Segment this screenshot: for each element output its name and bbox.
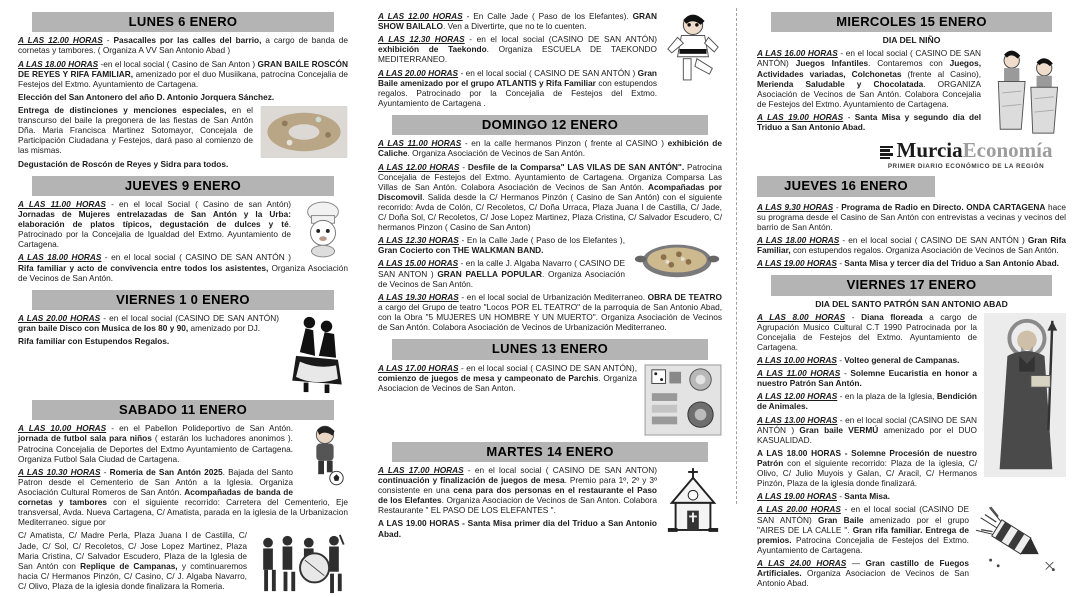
event-time: A LAS 12.00 HORAS bbox=[378, 161, 460, 172]
event-text: GRAN BAILE ROSCÓN DE REYES Y RIFA FAMILIAR, bbox=[18, 58, 348, 79]
event-text: . Salida desde la C/ Hermanos Pinzón ( Casino de San Antón) con el siguiente recorrido: Avda de Colón, C/ Recoletos, C/ Doña Urraca, Plaza Juana I de Castilla, C/ Jade, C/ Doña Sol, C/ Recoletos, C/ Jose Lopez Martinez, Plaza Cristina, C/ Salvador Escudero, C/ hermanos Pinzon ( Casino de San Anton) bbox=[378, 191, 722, 233]
event-text: GRAN PAELLA POPULAR bbox=[437, 268, 542, 279]
event-text: - bbox=[102, 35, 114, 46]
event-text: con el siguiente recorrido: Plaza de la iglesia, C/ Olivo, C/ Julio Muyois y Galan, C/ Aracil, C/ Hermanos Pinzón, Plaza de la iglesia donde finalizará. bbox=[757, 457, 977, 489]
event-text: Gran Cocierto con THE WALKMAN BAND. bbox=[378, 245, 544, 256]
event-entry bbox=[18, 105, 348, 156]
roscon-image bbox=[260, 106, 348, 158]
event-text: cena para dos personas en el restaurante el Paso de los Elefantes bbox=[378, 485, 658, 506]
event-text: . Ven a Divertirte, que no te lo cuenten. bbox=[443, 21, 587, 32]
event-time: A LAS 24.00 HORAS bbox=[757, 557, 847, 568]
section-sabado-11-enero bbox=[18, 396, 348, 597]
event-text: GRAN SHOW BAILALO bbox=[378, 11, 658, 32]
games-image bbox=[644, 364, 722, 436]
event-text: - en el local social ( CASINO DE SAN ANTON) bbox=[463, 464, 657, 475]
saint-image bbox=[984, 313, 1066, 477]
section-header: SABADO 11 ENERO bbox=[32, 400, 334, 420]
band-image bbox=[254, 531, 348, 595]
event-time: A LAS 13.00 HORAS bbox=[757, 414, 838, 425]
section-viernes-17-enero bbox=[757, 271, 1066, 591]
event-text: en el transcurso del baile la pregonera de las fiestas de San Antón Dña. Maria Francisca Martinez Sotomayor, Concejala de Participación Ciudadana y Festejos, dará paso al comienzo de las mismas. bbox=[18, 104, 254, 156]
event-text: Gran Baile bbox=[818, 514, 864, 525]
event-entry bbox=[757, 504, 1066, 555]
event-text: - en el local social (CASINO DE SAN ANTÓN ) bbox=[757, 414, 978, 435]
event-text: amenizado por el DUO KASUALIDAD. bbox=[757, 424, 977, 445]
event-text: Santa Misa y segundo dia del Triduo a San Antonio Abad. bbox=[757, 111, 982, 133]
church-image bbox=[664, 466, 722, 534]
event-text: - en el local Social ( Casino de san Antón) bbox=[105, 198, 291, 209]
event-text: amenizado por el duo Musiikana, patrocina Concejalia de Festejos del Extmo. Ayuntamiento de Cartagena. bbox=[18, 68, 348, 89]
event-time: A LAS 19.00 HORAS bbox=[757, 491, 837, 502]
event-text: - bbox=[843, 111, 855, 122]
event-time: A LAS 20.00 HORAS bbox=[378, 67, 459, 78]
section-header: LUNES 13 ENERO bbox=[392, 339, 708, 359]
event-entry bbox=[18, 530, 348, 591]
event-text: - bbox=[836, 354, 845, 365]
event-text: con el siguiente recorrido: Carretera del Cementerio, Eje transversal, Avda. Nueva Cartagena, C/ Amatista, parada en la iglesia de la Urbanizacion Mediterraneo. sigue por bbox=[18, 497, 348, 528]
event-text: Pasacalles por las calles del barrio, bbox=[113, 35, 262, 46]
event-time: A LAS 19.00 HORAS bbox=[757, 111, 844, 122]
event-text: . Organiza ESCUELA DE TAEKONDO MEDITERRANEO. bbox=[378, 44, 657, 65]
event-text: - bbox=[833, 201, 842, 212]
event-text: - En Calle Jade ( Paso de los Elefantes). bbox=[462, 11, 633, 21]
event-text: - en el local social ( CASINO DE SAN ANTÓN), bbox=[458, 362, 637, 373]
event-entry bbox=[757, 48, 1066, 109]
soccer-image bbox=[300, 424, 348, 486]
event-entry bbox=[757, 491, 1066, 501]
event-text: Desfile de la Comparsa" LAS VILAS DE SAN ANTÓN". bbox=[467, 161, 685, 172]
logo-economia-text: Economía bbox=[962, 138, 1053, 163]
event-entry bbox=[18, 467, 348, 528]
logo-tagline: PRIMER DIARIO ECONÓMICO DE LA REGIÓN bbox=[887, 163, 1045, 171]
event-text: . Contaremos con bbox=[868, 58, 950, 69]
murcia-economia-logo bbox=[866, 140, 1066, 170]
event-text: Rifa familiar y acto de convivencia entre todos los asistentes, bbox=[18, 262, 269, 273]
event-text: hace su programa desde el Casino de San Antón con entrevistas a vecinas y vecinos del barrio de San Antón. bbox=[757, 201, 1067, 232]
event-text: Gran castillo de Fuegos Artificiales. bbox=[757, 557, 969, 579]
logo-wordmark bbox=[866, 140, 1066, 161]
event-time: A LAS 10.00 HORAS bbox=[18, 423, 107, 434]
event-text: Patrocina Concejalia de Festejos del Extmo. Ayuntamiento de Cartagena. Organiza Comparsa Las Villas de San Antón. Colabora Asociación de Vecinos de San Antón. bbox=[378, 161, 723, 192]
event-text: amenizado por DJ. bbox=[188, 323, 261, 334]
section-jueves-16-enero bbox=[757, 137, 1066, 271]
event-text: Juegos Infantiles bbox=[795, 58, 869, 69]
event-text: - en la plaza de la Iglesia, bbox=[837, 391, 937, 402]
event-text: . Organiza Asociación de Vecinos de San Antón. bbox=[378, 268, 625, 289]
event-text: con estupendos regalos. Organiza Asociación de Vecinos de San Antón. bbox=[790, 245, 1059, 256]
event-text: - bbox=[840, 368, 851, 379]
section-header: VIERNES 17 ENERO bbox=[771, 275, 1052, 295]
section-domingo-12-enero bbox=[378, 111, 722, 335]
event-text: . Organiza Asociacion de Vecinos de San Anton. Colabora Restaurante " EL PASO DE LOS ELEFANTES ". bbox=[378, 495, 657, 516]
event-text: Volteo general de Campanas. bbox=[844, 354, 960, 365]
section-header: MIERCOLES 15 ENERO bbox=[771, 12, 1052, 32]
event-entry bbox=[757, 202, 1066, 232]
event-text: - en el local social de Urbanización Mediterraneo. bbox=[458, 291, 648, 302]
event-text: - En la Calle Jade ( Paso de los Elefantes ), bbox=[458, 235, 626, 246]
event-text: - bbox=[836, 491, 845, 502]
event-text: - en el local social ( CASINO DE SAN ANTÓN ) bbox=[458, 67, 638, 78]
event-time: A LAS 9.30 HORAS bbox=[757, 201, 834, 212]
event-text: A LAS 19.00 HORAS - Santa Misa primer dia del Triduo a San Antonio Abad. bbox=[378, 518, 657, 539]
event-entry bbox=[378, 292, 722, 332]
event-entry bbox=[18, 199, 348, 250]
event-text: a cargo del Grupo de teatro "Locos POR EL TEATRO" de la parroquia de San Antonio Abad, con la Obra "5 MUJERES UN HOMBRE Y UN MUERTO". Organiza Asociación de Vecinos de San Antón. Colabora Asociación de Vecinos de Urbanización Mediterraneo. bbox=[378, 301, 722, 333]
logo-bars-icon bbox=[880, 144, 893, 161]
event-time: A LAS 11.00 HORAS bbox=[18, 198, 106, 209]
event-text: con estupendos regalos. Patrocinado por la Concejalia de Festejos del Extmo. Ayuntamiento de Cartagena . bbox=[378, 77, 658, 108]
event-text: Solemne Eucaristia en honor a nuestro Patrón San Antón. bbox=[757, 368, 978, 389]
event-text: a cargo de Agrupación Musico Cultural C.T 1990 Patrocinada por la Concejalia de Festejos del Extmo. Ayuntamiento de Cartagena. bbox=[757, 311, 977, 352]
event-text: OBRA DE TEATRO bbox=[647, 291, 722, 302]
event-time: A LAS 16.00 HORAS bbox=[757, 48, 838, 59]
section-header: LUNES 6 ENERO bbox=[32, 12, 334, 32]
event-time: A LAS 8.00 HORAS bbox=[757, 311, 846, 322]
event-text: - en el local social ( CASINO DE SAN ANTÓN ) bbox=[839, 234, 1028, 245]
section-header: JUEVES 9 ENERO bbox=[32, 176, 334, 196]
event-text: . Bajada del Santo Patron desde el Cementerio de San Antón a la Iglesia. Organiza Asociación Cultural Romeros de San Antón. bbox=[18, 466, 294, 498]
event-entry bbox=[18, 159, 348, 169]
event-entry bbox=[757, 235, 1066, 255]
event-text: Entrega de distinciones y menciones especiales, bbox=[18, 104, 227, 115]
event-text: continuación y finalización de juegos de mesa bbox=[378, 474, 565, 485]
event-text: Gran Rifa Familiar, bbox=[757, 234, 1066, 256]
event-text: - en el local social ( CASINO DE SAN ANTÓN ) bbox=[101, 252, 291, 263]
event-entry bbox=[757, 312, 1066, 352]
event-text: C/ Amatista, C/ Madre Perla, Plaza Juana I de Castilla, C/ Jade, C/ Sol, C/ Recoletos, C/ Jose Lopez Martinez, Plaza Maria Cristina, C/ Salvador Escudero, Plaza de la Iglesia de San Antón con bbox=[18, 530, 247, 571]
event-text: Gran rifa familiar. Entrega de premios. bbox=[757, 524, 969, 545]
event-text: Gran Baile amenizado por el grupo ATLANTIS y Rifa Familiar bbox=[378, 67, 658, 88]
section-continuation bbox=[378, 8, 722, 111]
event-text: . Premio para 1º, 2º y 3º consistente en una bbox=[378, 474, 657, 496]
section-header: JUEVES 16 ENERO bbox=[757, 176, 935, 196]
section-jueves-9-enero bbox=[18, 172, 348, 286]
event-entry bbox=[18, 423, 348, 463]
event-time: A LAS 15.00 HORAS bbox=[378, 258, 459, 269]
event-text: (frente al Casino), bbox=[901, 68, 982, 79]
event-text: Romeria de San Antón 2025 bbox=[109, 466, 223, 477]
event-time: A LAS 19.00 HORAS bbox=[757, 258, 837, 269]
event-text: - en el Pabellon Polideportivo de San Antón. bbox=[106, 423, 294, 434]
dancers-image bbox=[286, 314, 348, 394]
event-text: a cargo de banda de cornetas y tambores. ( Organiza A VV San Antonio Abad ) bbox=[18, 35, 349, 56]
event-time: A LAS 18.00 HORAS bbox=[757, 234, 840, 245]
event-time: A LAS 20.00 HORAS bbox=[18, 313, 101, 324]
event-time: A LAS 18.00 HORAS bbox=[18, 58, 99, 69]
event-text: Acompañadas por Discomovil bbox=[378, 181, 722, 202]
event-text: Degustación de Roscón de Reyes y Sidra para todos. bbox=[18, 158, 229, 169]
section-subtitle: DIA DEL NIÑO bbox=[882, 35, 941, 46]
section-lunes-6-enero bbox=[18, 8, 348, 172]
section-header: VIERNES 1 0 ENERO bbox=[32, 290, 334, 310]
event-text: Jornadas de Mujeres entrelazadas de San Antón y la Urba: elaboración de platos típicos, degustación de dulces y té bbox=[18, 209, 291, 230]
event-text: Santa Misa y tercer dia del Triduo a San Antonio Abad. bbox=[844, 258, 1059, 269]
taekwondo-image bbox=[664, 12, 722, 86]
event-text: - bbox=[459, 161, 468, 172]
event-text: A LAS 18.00 HORAS - Solemne Procesión de nuestro Patrón bbox=[757, 447, 977, 468]
event-text: . ORGANIZA Asociación de Vecinos de San Antón. Colabora Concejalia de Festejos del Extmo. Ayuntamiento de Cartagena. bbox=[757, 78, 982, 109]
event-text: -en el local social ( Casino de San Anton ) bbox=[98, 58, 258, 69]
event-text: Gran baile VERMÚ bbox=[799, 424, 879, 435]
event-text: jornada de futbol sala para niños bbox=[18, 433, 152, 444]
event-text: — bbox=[846, 557, 866, 568]
event-text: . Organiza Asociación de Vecinos de San Antón. bbox=[407, 148, 586, 159]
section-subtitle: DIA DEL SANTO PATRÓN SAN ANTONIO ABAD bbox=[815, 298, 1008, 309]
event-text: - en el local social (CASINO DE SAN ANTÓN) bbox=[464, 34, 657, 45]
event-entry bbox=[18, 59, 348, 89]
event-time: A LAS 17.00 HORAS bbox=[378, 362, 459, 373]
event-entry bbox=[757, 258, 1066, 268]
event-text: y comtinuaremos hacia C/ Hermanos Pinzón, C/ Casino, C/ J. Algaba Navarro, C/ Olivo, Plaza de la iglesia donde finalizara la Romeria. bbox=[18, 560, 247, 592]
event-text: Diana floreada bbox=[861, 311, 923, 322]
sacks-image bbox=[988, 49, 1066, 135]
event-time: A LAS 19.30 HORAS bbox=[378, 291, 459, 302]
event-text: . Organiza Asociacion de Vecinos de San Anton. bbox=[378, 372, 637, 393]
event-text: Replique de Campanas, bbox=[80, 560, 178, 571]
event-entry bbox=[378, 363, 722, 393]
event-text: Patrocina Concejalia de Festejos del Extmo. Ayuntamiento de Cartagena. bbox=[757, 534, 969, 555]
logo-murcia-text: Murcia bbox=[896, 138, 963, 163]
event-text: - en el local social (CASINO DE SAN ANTÓN) bbox=[100, 313, 279, 324]
event-text: . Patrocinado por la Concejalia de Igualdad del Extmo. Ayuntamiento de Cartagena. bbox=[18, 219, 291, 250]
event-time: A LAS 18.00 HORAS bbox=[18, 252, 102, 263]
rocket-image bbox=[976, 505, 1066, 581]
event-entry bbox=[378, 11, 722, 31]
paella-image bbox=[632, 236, 722, 282]
section-header: DOMINGO 12 ENERO bbox=[392, 115, 708, 135]
event-text: comienzo de juegos de mesa y campeonato de Parchis bbox=[378, 372, 599, 383]
event-text: - bbox=[100, 466, 110, 477]
event-text: gran baile Disco con Musica de los 80 y 90, bbox=[18, 323, 189, 334]
event-text: Santa Misa. bbox=[844, 491, 890, 502]
event-text: - bbox=[836, 258, 845, 269]
event-entry bbox=[18, 35, 348, 55]
section-martes-14-enero bbox=[378, 438, 722, 542]
event-text: - en el local social ( CASINO DE SAN ANTÓN) bbox=[757, 48, 981, 69]
section-header: MARTES 14 ENERO bbox=[392, 442, 708, 462]
event-time: A LAS 11.00 HORAS bbox=[757, 368, 841, 379]
event-text: Merienda Saludable y Chocolatada bbox=[757, 78, 924, 89]
event-time: A LAS 12.30 HORAS bbox=[378, 34, 465, 45]
event-time: A LAS 12.30 HORAS bbox=[378, 235, 459, 246]
event-text: - en la calle hermanos Pinzon ( frente al CASINO ) bbox=[461, 138, 668, 149]
event-text: exhibición de Taekondo bbox=[378, 44, 487, 55]
event-text: Juegos, Actividades variadas, Colchonetas bbox=[757, 58, 981, 79]
event-text: Organiza Asociacion de Vecinos de San Antonio Abad. bbox=[757, 568, 969, 589]
event-time: A LAS 20.00 HORAS bbox=[757, 504, 841, 515]
event-time: A LAS 10.00 HORAS bbox=[757, 354, 837, 365]
event-time: A LAS 12.00 HORAS bbox=[18, 35, 103, 46]
event-text: Bendición de Animales. bbox=[757, 391, 977, 412]
event-text: amenizado por el grupo "AIRES DE LA CALLE ". bbox=[757, 514, 969, 535]
event-text: Organiza Asociación de Vecinos de San Antón. bbox=[18, 262, 348, 283]
event-text: - bbox=[845, 311, 862, 322]
event-time: A LAS 12.00 HORAS bbox=[378, 11, 463, 21]
event-entry bbox=[378, 235, 722, 255]
event-time: A LAS 11.00 HORAS bbox=[378, 138, 462, 149]
event-entry bbox=[378, 162, 722, 233]
event-text: Elección del San Antonero del año D. Antonio Jorquera Sánchez. bbox=[18, 91, 275, 102]
event-time: A LAS 10.30 HORAS bbox=[18, 466, 101, 477]
program-column-left bbox=[18, 8, 349, 592]
section-miercoles-15-enero bbox=[757, 8, 1066, 137]
event-text: Programa de Radio en Directo. ONDA CARTAGENA bbox=[841, 201, 1046, 212]
event-text: Acompañadas de banda de cornetas y tambores bbox=[18, 487, 293, 508]
event-text: - en el local social (CASINO DE SAN ANTÓN) bbox=[757, 504, 969, 525]
event-time: A LAS 12.00 HORAS bbox=[757, 391, 838, 402]
event-entry bbox=[18, 92, 348, 102]
event-text: exhibición de Caliche bbox=[378, 138, 722, 159]
program-column-middle bbox=[378, 8, 723, 539]
section-lunes-13-enero bbox=[378, 335, 722, 437]
event-text: - en la calle J. Algaba Navarro ( CASINO DE SAN ANTON ) bbox=[378, 258, 625, 279]
chef-image bbox=[298, 200, 348, 260]
event-entry bbox=[378, 138, 722, 158]
event-time: A LAS 17.00 HORAS bbox=[378, 464, 464, 475]
section-viernes-1-0-enero bbox=[18, 286, 348, 396]
event-text: Rifa familiar con Estupendos Regalos. bbox=[18, 336, 170, 347]
program-column-right bbox=[736, 8, 1067, 589]
event-text: ( estarán los luchadores anonimos ). Patrocina Concejalia de Deportes del Extmo Ayuntamiento de Cartagena. Organiza Futbol Sala Ciudad de Cartagena. bbox=[18, 433, 293, 464]
event-entry bbox=[18, 313, 348, 333]
